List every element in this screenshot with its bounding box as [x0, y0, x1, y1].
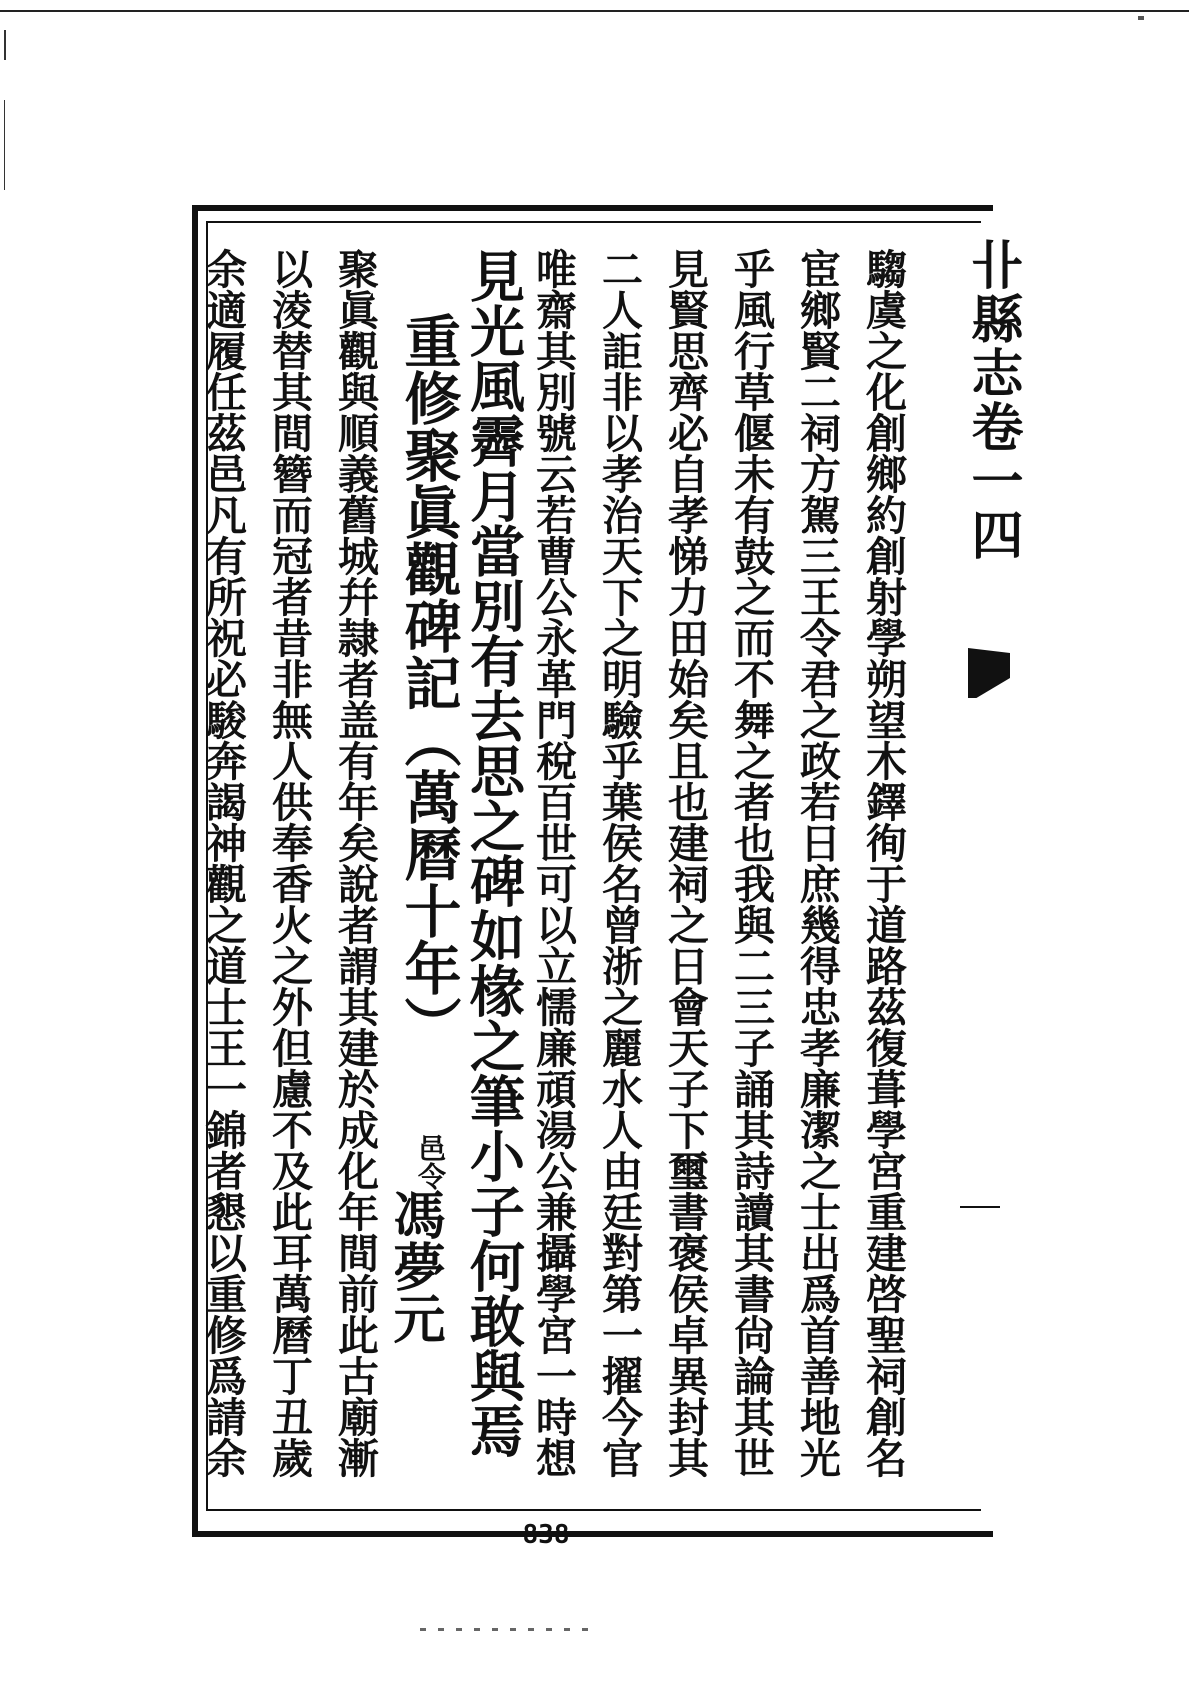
- text-area: [199, 248, 932, 1488]
- page-number: 838: [522, 1520, 570, 1550]
- text-column: 見賢思齊必自孝悌力田始矣且也建祠之日會天子下璽書褒侯卓異封其: [661, 248, 709, 1478]
- signature-role: 邑令: [414, 1134, 447, 1190]
- text-column: 余適履任茲邑凡有所祝必駿奔謁神觀之道士王一錦者懇以重修爲請余: [199, 248, 247, 1478]
- text-column: 二人詎非以孝治天下之明驗乎葉侯名曾浙之麗水人由廷對第一擢今官: [595, 248, 643, 1478]
- text-column: 乎風行草偃未有鼓之而不舞之者也我與二三子誦其詩讀其書尙論其世: [727, 248, 775, 1478]
- text-column: 唯齋其別號云若曹公永革門稅百世可以立懦廉頑湯公兼攝學宮一時想: [529, 248, 577, 1478]
- text-column: 騶虞之化創鄉約創射學朔望木鐸徇于道路茲復葺學宮重建啓聖祠創名: [859, 248, 907, 1478]
- scan-edge-mark: [4, 30, 6, 60]
- inner-bottom-rule: [206, 1509, 981, 1511]
- banner-dash: [960, 1206, 1000, 1208]
- scan-edge-mark: [4, 100, 5, 190]
- inner-top-rule: [206, 221, 981, 223]
- scan-noise: [420, 1628, 600, 1631]
- text-column: 以淩替其間簪而冠者昔非無人供奉香火之外但慮不及此耳萬曆丁丑歲: [265, 248, 313, 1478]
- text-column: 聚眞觀與順義舊城幷隷者盖有年矣說者謂其建於成化年間前此古廟漸: [331, 248, 379, 1478]
- banner-title: 卝縣志卷一四: [962, 238, 1023, 562]
- scan-speck: [1138, 16, 1144, 20]
- text-column: 見光風霽月當別有去思之碑如椽之筆小子何敢與焉: [461, 248, 526, 1458]
- signature-name: 馮夢元: [384, 1188, 445, 1344]
- fishtail-mark-icon: [968, 648, 1010, 698]
- section-title: 重修聚眞觀碑記（萬曆十年）: [395, 312, 462, 1053]
- scan-top-rule: [0, 10, 1189, 12]
- side-banner: [960, 218, 1023, 1518]
- text-column: 宦鄉賢二祠方駕三王令君之政若日庶幾得忠孝廉潔之士出爲首善地光: [793, 248, 841, 1478]
